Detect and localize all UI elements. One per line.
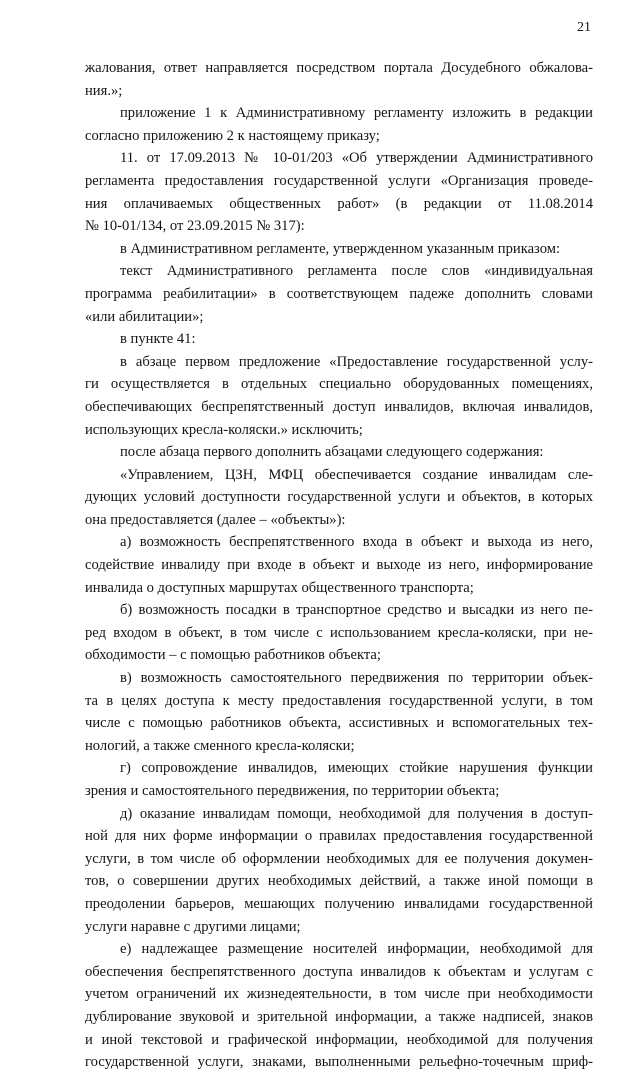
text-line: в пункте 41: xyxy=(120,331,196,348)
text-line: «Управлением, ЦЗН, МФЦ обеспечивается создание инвалидам сле- xyxy=(120,466,593,483)
text-line: г) сопровождение инвалидов, имеющих стойкие нарушения функции xyxy=(120,760,593,777)
text-line: ги осуществляется в отдельных специально оборудованных помещениях, xyxy=(85,376,593,393)
text-line: числе с помощью работников объекта, ассистивных и вспомогательных тех- xyxy=(85,715,593,732)
text-line: регламента предоставления государственной услуги «Организация проведе- xyxy=(85,172,593,189)
text-line: б) возможность посадки в транспортное средство и высадки из него пе- xyxy=(120,602,593,619)
text-line: дублирование звуковой и зрительной информации, а также надписей, знаков xyxy=(85,1008,593,1025)
text-line: согласно приложению 2 к настоящему приказу; xyxy=(85,127,380,144)
text-line: ния.»; xyxy=(85,82,123,99)
text-line: и иной текстовой и графической информации, необходимой для получения xyxy=(85,1031,593,1048)
text-line: преодолении барьеров, мешающих получению инвалидами государственной xyxy=(85,895,593,912)
text-line: «или абилитации»; xyxy=(85,308,204,325)
text-line: она предоставляется (далее – «объекты»): xyxy=(85,511,346,528)
text-line: программа реабилитации» в соответствующем падеже дополнить словами xyxy=(85,285,593,302)
text-line: нологий, а также сменного кресла-коляски; xyxy=(85,737,355,754)
text-line: дующих условий доступности государственной услуги и объектов, в которых xyxy=(85,489,593,506)
text-line: тов, о совершении других необходимых действий, а также иной помощи в xyxy=(85,873,593,890)
body-text xyxy=(85,57,593,1074)
text-line: после абзаца первого дополнить абзацами следующего содержания: xyxy=(120,444,544,461)
text-line: ной для них форме информации о правилах предоставления государственной xyxy=(85,828,593,845)
page-number: 21 xyxy=(577,20,591,35)
text-line: та в целях доступа к месту предоставления государственной услуги, в том xyxy=(85,692,593,709)
text-line: № 10-01/134, от 23.09.2015 № 317): xyxy=(85,218,305,235)
text-line: зрения и самостоятельного передвижения, по территории объекта; xyxy=(85,783,500,799)
text-line: услуги, в том числе об оформлении необходимых для ее получения докумен- xyxy=(85,850,593,867)
text-line: жалования, ответ направляется посредством портала Досудебного обжалова- xyxy=(85,60,593,76)
text-line: услуги наравне с другими лицами; xyxy=(85,918,301,935)
text-line: ред входом в объект, в том числе с использованием кресла-коляски, при не- xyxy=(85,624,593,641)
text-line: обеспечения беспрепятственного доступа инвалидов к объектам и услугам с xyxy=(85,963,593,980)
text-line: обходимости – с помощью работников объекта; xyxy=(85,647,381,664)
text-line: обеспечивающих беспрепятственный доступ инвалидов, включая инвалидов, xyxy=(85,398,593,415)
text-line: ния оплачиваемых общественных работ» (в редакции от 11.08.2014 xyxy=(85,195,593,212)
text-line: 11. от 17.09.2013 № 10-01/203 «Об утверждении Административного xyxy=(120,150,593,167)
text-line: инвалида о доступных маршрутах общественного транспорта; xyxy=(85,579,474,596)
text-line: приложение 1 к Административному регламенту изложить в редакции xyxy=(120,105,593,122)
text-line: в Административном регламенте, утвержденном указанным приказом: xyxy=(120,240,561,257)
text-line: государственной услуги, знаками, выполненными рельефно-точечным шриф- xyxy=(85,1054,593,1071)
text-line: а) возможность беспрепятственного входа в объект и выхода из него, xyxy=(120,534,593,551)
text-line: учетом ограничений их жизнедеятельности, в том числе при необходимости xyxy=(85,986,593,1003)
text-line: в) возможность самостоятельного передвижения по территории объек- xyxy=(120,670,593,687)
text-line: д) оказание инвалидам помощи, необходимой для получения в доступ- xyxy=(120,805,593,822)
text-line: использующих кресла-коляски.» исключить; xyxy=(85,421,363,438)
text-line: е) надлежащее размещение носителей информации, необходимой для xyxy=(120,941,593,958)
text-line: в абзаце первом предложение «Предоставление государственной услу- xyxy=(120,353,593,370)
text-line: содействие инвалиду при входе в объект и выходе из него, информирование xyxy=(85,557,593,574)
text-line: текст Административного регламента после слов «индивидуальная xyxy=(120,263,593,280)
